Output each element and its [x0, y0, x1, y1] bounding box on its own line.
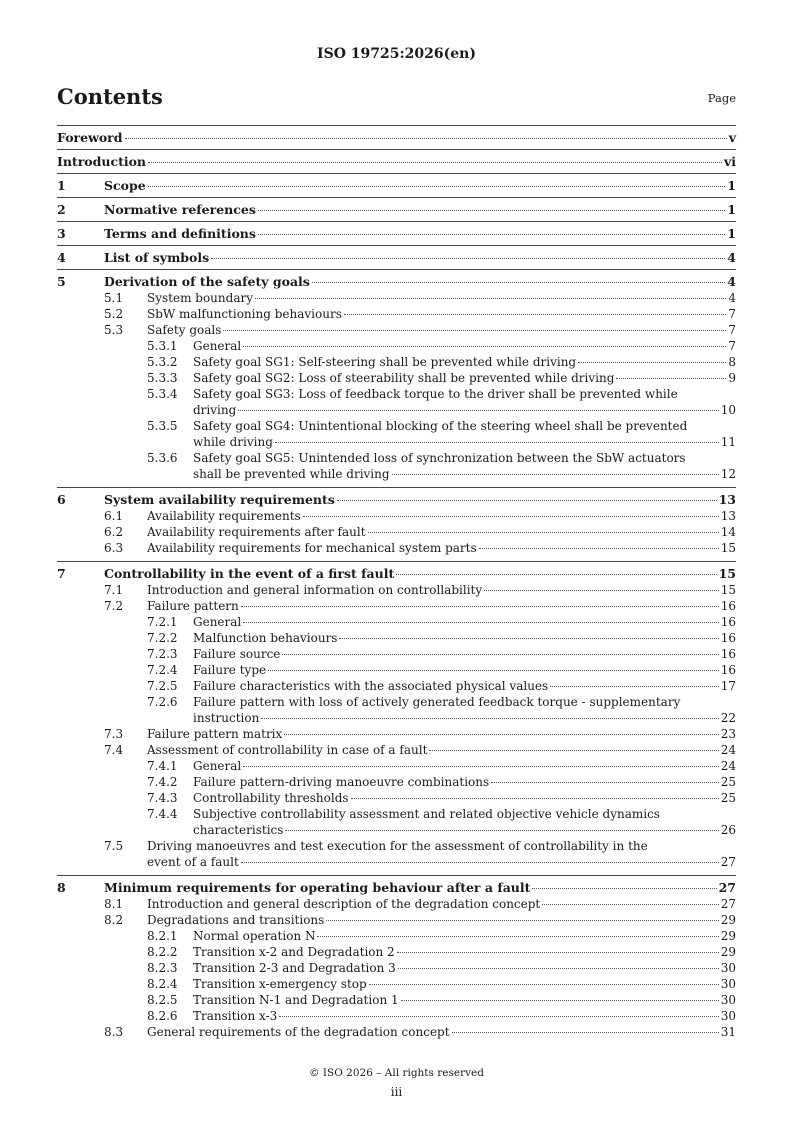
dot-leader: [368, 532, 719, 533]
toc-entry[interactable]: [0, 524, 793, 540]
toc-entry-number: 7.4: [104, 743, 124, 757]
section-divider: [57, 197, 736, 198]
toc-entry-number: 8.2.2: [147, 945, 178, 959]
toc-entry-number: 7.2: [104, 599, 124, 613]
toc-entry[interactable]: [0, 508, 793, 524]
toc-entry-number: 1: [57, 178, 66, 193]
toc-entry-number: 7.4.1: [147, 759, 178, 773]
dot-leader: [550, 686, 719, 687]
toc-entry-number: 8.2.4: [147, 977, 178, 991]
dot-leader: [398, 968, 719, 969]
toc-entry-label: Malfunction behaviours: [193, 631, 338, 645]
toc-entry-number: 5.3.4: [147, 387, 178, 401]
document-id-header: ISO 19725:2026(en): [317, 46, 476, 62]
toc-entry-number: 8.2: [104, 913, 124, 927]
toc-entry-label: Safety goal SG2: Loss of steerability shall be prevented while driving: [193, 371, 615, 385]
dot-leader: [223, 330, 726, 331]
toc-entry-label: System boundary: [147, 291, 253, 305]
dot-leader: [337, 500, 717, 501]
toc-entry[interactable]: [0, 598, 793, 614]
toc-entry-page: 27: [720, 897, 736, 911]
dot-leader: [532, 888, 716, 889]
toc-entry-number: 8: [57, 880, 66, 895]
toc-entry-label: General: [193, 615, 242, 629]
toc-entry-label: Normative references: [104, 202, 256, 217]
toc-entry-page: 7: [728, 339, 736, 353]
toc-entry-number: 7: [57, 566, 66, 581]
section-divider: [57, 487, 736, 488]
dot-leader: [317, 936, 718, 937]
dot-leader: [148, 186, 726, 187]
dot-leader: [268, 670, 719, 671]
toc-entry[interactable]: [0, 130, 793, 146]
toc-entry-number: 8.2.5: [147, 993, 178, 1007]
toc-entry-label: General: [193, 759, 242, 773]
toc-entry[interactable]: [0, 630, 793, 646]
toc-entry[interactable]: [0, 790, 793, 806]
toc-entry-label-continued: driving: [193, 403, 237, 417]
toc-entry-page: 1: [727, 202, 736, 217]
toc-entry-number: 4: [57, 250, 66, 265]
toc-entry-label: Failure pattern matrix: [147, 727, 283, 741]
toc-entry[interactable]: [0, 274, 793, 290]
section-divider: [57, 875, 736, 876]
toc-entry-page: 16: [720, 647, 736, 661]
toc-entry-number: 5.1: [104, 291, 124, 305]
toc-entry-page: 30: [720, 1009, 736, 1023]
toc-entry-label: Assessment of controllability in case of a fault: [147, 743, 428, 757]
toc-entry[interactable]: [0, 492, 793, 508]
toc-entry-label: Introduction: [57, 154, 147, 169]
toc-entry-page: 1: [727, 178, 736, 193]
dot-leader: [326, 920, 718, 921]
toc-entry-number: 8.3: [104, 1025, 124, 1039]
toc-entry-number: 6.3: [104, 541, 124, 555]
section-divider: [57, 269, 736, 270]
dot-leader: [243, 346, 726, 347]
toc-entry[interactable]: [0, 386, 793, 402]
toc-entry-label: Failure characteristics with the associated physical values: [193, 679, 549, 693]
toc-entry-label: Safety goal SG1: Self-steering shall be prevented while driving: [193, 355, 577, 369]
dot-leader: [258, 210, 725, 211]
toc-entry[interactable]: [0, 992, 793, 1008]
toc-entry-label: General: [193, 339, 242, 353]
toc-entry-page: 22: [720, 711, 736, 725]
dot-leader: [148, 162, 722, 163]
toc-entry-label: Degradations and transitions: [147, 913, 325, 927]
toc-entry-continuation[interactable]: [0, 466, 793, 482]
toc-entry-number: 8.2.1: [147, 929, 178, 943]
toc-entry-page: 31: [720, 1025, 736, 1039]
toc-entry[interactable]: [0, 758, 793, 774]
toc-entry[interactable]: [0, 960, 793, 976]
toc-entry[interactable]: [0, 774, 793, 790]
dot-leader: [211, 258, 725, 259]
toc-entry-page: 7: [728, 323, 736, 337]
toc-entry-page: 14: [720, 525, 736, 539]
dot-leader: [243, 766, 718, 767]
toc-entry-label-continued: while driving: [193, 435, 273, 449]
toc-entry-label: Subjective controllability assessment and related objective vehicle dynamics: [193, 807, 660, 821]
toc-entry-page: 13: [720, 509, 736, 523]
toc-entry[interactable]: [0, 540, 793, 556]
dot-leader: [279, 1016, 718, 1017]
toc-entry-label-continued: instruction: [193, 711, 260, 725]
toc-entry-label: Transition 2-3 and Degradation 3: [193, 961, 396, 975]
section-divider: [57, 149, 736, 150]
toc-entry-page: 24: [720, 759, 736, 773]
dot-leader: [243, 622, 718, 623]
toc-entry-label: Availability requirements after fault: [147, 525, 366, 539]
toc-entry-page: 29: [720, 945, 736, 959]
toc-entry[interactable]: [0, 694, 793, 710]
dot-leader: [429, 750, 718, 751]
toc-entry-label: Controllability in the event of a first fault: [104, 566, 395, 581]
dot-leader: [452, 1032, 719, 1033]
toc-entry-label: SbW malfunctioning behaviours: [147, 307, 342, 321]
toc-entry-page: 25: [720, 775, 736, 789]
toc-entry[interactable]: [0, 450, 793, 466]
toc-entry[interactable]: [0, 742, 793, 758]
toc-entry-number: 8.2.6: [147, 1009, 178, 1023]
section-divider: [57, 561, 736, 562]
toc-entry-label: Introduction and general description of the degradation concept: [147, 897, 541, 911]
toc-entry-number: 5.3.3: [147, 371, 178, 385]
dot-leader: [616, 378, 726, 379]
toc-entry-number: 2: [57, 202, 66, 217]
dot-leader: [275, 442, 719, 443]
dot-leader: [339, 638, 718, 639]
dot-leader: [282, 654, 718, 655]
toc-entry[interactable]: [0, 354, 793, 370]
toc-entry-number: 5.3.5: [147, 419, 178, 433]
dot-leader: [255, 298, 726, 299]
page-column-label: Page: [707, 91, 736, 105]
dot-leader: [392, 474, 719, 475]
toc-entry-page: 27: [720, 855, 736, 869]
toc-entry-page: 15: [720, 541, 736, 555]
toc-entry-label: Safety goal SG3: Loss of feedback torque to the driver shall be prevented while: [193, 387, 678, 401]
dot-leader: [312, 282, 725, 283]
toc-entry[interactable]: [0, 928, 793, 944]
toc-entry-label: Failure source: [193, 647, 281, 661]
section-divider: [57, 173, 736, 174]
toc-entry-page: 16: [720, 599, 736, 613]
toc-entry-page: 30: [720, 961, 736, 975]
toc-entry-number: 5.3.2: [147, 355, 178, 369]
toc-entry-page: 4: [727, 274, 736, 289]
toc-entry-continuation[interactable]: [0, 854, 793, 870]
toc-entry-number: 5: [57, 274, 66, 289]
dot-leader: [397, 952, 719, 953]
toc-entry-number: 6: [57, 492, 66, 507]
section-divider: [57, 125, 736, 126]
dot-leader: [125, 138, 727, 139]
toc-entry-page: v: [728, 130, 736, 145]
toc-entry-page: 24: [720, 743, 736, 757]
toc-entry-number: 6.1: [104, 509, 124, 523]
toc-entry-number: 7.2.1: [147, 615, 178, 629]
toc-entry[interactable]: [0, 944, 793, 960]
toc-entry-page: 26: [720, 823, 736, 837]
dot-leader: [351, 798, 719, 799]
toc-entry-continuation[interactable]: [0, 434, 793, 450]
toc-entry-page: 11: [720, 435, 736, 449]
toc-entry-label: General requirements of the degradation concept: [147, 1025, 450, 1039]
toc-entry[interactable]: [0, 418, 793, 434]
toc-entry-number: 5.3.6: [147, 451, 178, 465]
toc-entry[interactable]: [0, 306, 793, 322]
toc-entry-page: 16: [720, 615, 736, 629]
toc-entry-page: 4: [728, 291, 736, 305]
toc-entry-number: 7.5: [104, 839, 124, 853]
toc-entry-page: 23: [720, 727, 736, 741]
toc-entry-label: Driving manoeuvres and test execution for the assessment of controllability in the: [147, 839, 648, 853]
toc-entry-label: Controllability thresholds: [193, 791, 349, 805]
toc-entry-label: Failure pattern: [147, 599, 239, 613]
toc-entry-label: Transition N-1 and Degradation 1: [193, 993, 399, 1007]
toc-entry[interactable]: [0, 726, 793, 742]
dot-leader: [238, 410, 718, 411]
dot-leader: [542, 904, 718, 905]
toc-entry-page: 16: [720, 663, 736, 677]
dot-leader: [284, 734, 718, 735]
toc-entry-page: 9: [728, 371, 736, 385]
section-divider: [57, 221, 736, 222]
toc-entry-number: 7.3: [104, 727, 124, 741]
toc-entry-page: 17: [720, 679, 736, 693]
toc-entry-label: Safety goal SG4: Unintentional blocking of the steering wheel shall be prevented: [193, 419, 688, 433]
toc-entry[interactable]: [0, 178, 793, 194]
dot-leader: [285, 830, 718, 831]
toc-entry-number: 7.4.4: [147, 807, 178, 821]
toc-entry-page: 30: [720, 993, 736, 1007]
toc-entry-number: 7.4.3: [147, 791, 178, 805]
toc-entry-number: 7.1: [104, 583, 124, 597]
toc-entry-label: Minimum requirements for operating behaviour after a fault: [104, 880, 531, 895]
section-divider: [57, 245, 736, 246]
toc-entry[interactable]: [0, 1008, 793, 1024]
toc-entry-page: 12: [720, 467, 736, 481]
toc-entry-number: 7.2.5: [147, 679, 178, 693]
copyright-footer: © ISO 2026 – All rights reserved: [309, 1067, 484, 1079]
toc-entry-label: Safety goals: [147, 323, 222, 337]
toc-entry-page: 16: [720, 631, 736, 645]
toc-entry-label: Normal operation N: [193, 929, 316, 943]
toc-entry-label: Failure type: [193, 663, 267, 677]
toc-entry[interactable]: [0, 678, 793, 694]
dot-leader: [479, 548, 719, 549]
toc-entry-label: Scope: [104, 178, 146, 193]
toc-entry-number: 7.2.3: [147, 647, 178, 661]
page-title: Contents: [57, 84, 163, 109]
toc-entry-label-continued: characteristics: [193, 823, 284, 837]
toc-entry-number: 5.3.1: [147, 339, 178, 353]
dot-leader: [344, 314, 727, 315]
dot-leader: [241, 606, 719, 607]
toc-entry-page: 25: [720, 791, 736, 805]
toc-entry[interactable]: [0, 1024, 793, 1040]
toc-entry-number: 5.2: [104, 307, 124, 321]
toc-entry-label-continued: shall be prevented while driving: [193, 467, 390, 481]
toc-entry-continuation[interactable]: [0, 402, 793, 418]
toc-entry-page: 27: [718, 880, 736, 895]
toc-entry-page: 29: [720, 929, 736, 943]
toc-entry-label: List of symbols: [104, 250, 210, 265]
dot-leader: [578, 362, 726, 363]
toc-entry-label: Availability requirements for mechanical system parts: [147, 541, 477, 555]
toc-entry-page: 15: [718, 566, 736, 581]
toc-entry-page: 1: [727, 226, 736, 241]
toc-entry-number: 5.3: [104, 323, 124, 337]
toc-entry-label: Failure pattern-driving manoeuvre combinations: [193, 775, 490, 789]
toc-entry[interactable]: [0, 202, 793, 218]
toc-entry-number: 6.2: [104, 525, 124, 539]
toc-entry-label: Derivation of the safety goals: [104, 274, 310, 289]
toc-entry-page: 30: [720, 977, 736, 991]
toc-entry[interactable]: [0, 370, 793, 386]
toc-entry-page: 8: [728, 355, 736, 369]
toc-entry-number: 3: [57, 226, 66, 241]
dot-leader: [491, 782, 719, 783]
toc-entry-page: 13: [718, 492, 736, 507]
toc-entry-page: 4: [727, 250, 736, 265]
toc-entry[interactable]: [0, 806, 793, 822]
toc-entry-label: Terms and definitions: [104, 226, 256, 241]
toc-entry-number: 7.4.2: [147, 775, 178, 789]
toc-entry-label: Transition x-2 and Degradation 2: [193, 945, 395, 959]
toc-entry[interactable]: [0, 226, 793, 242]
toc-entry[interactable]: [0, 896, 793, 912]
toc-entry-page: 15: [720, 583, 736, 597]
toc-entry[interactable]: [0, 880, 793, 896]
toc-entry[interactable]: [0, 976, 793, 992]
toc-entry-number: 7.2.4: [147, 663, 178, 677]
toc-entry[interactable]: [0, 250, 793, 266]
toc-entry-label: Availability requirements: [147, 509, 301, 523]
toc-entry-page: 29: [720, 913, 736, 927]
dot-leader: [396, 574, 716, 575]
dot-leader: [241, 862, 719, 863]
toc-entry-label-continued: event of a fault: [147, 855, 239, 869]
page-number: iii: [390, 1085, 403, 1099]
toc-entry-number: 7.2.2: [147, 631, 178, 645]
toc-entry[interactable]: [0, 290, 793, 306]
toc-entry-label: Introduction and general information on controllability: [147, 583, 483, 597]
dot-leader: [401, 1000, 719, 1001]
toc-entry-page: 7: [728, 307, 736, 321]
toc-entry[interactable]: [0, 338, 793, 354]
toc-entry-continuation[interactable]: [0, 710, 793, 726]
dot-leader: [258, 234, 725, 235]
toc-entry-number: 7.2.6: [147, 695, 178, 709]
dot-leader: [261, 718, 718, 719]
toc-entry-page: 10: [720, 403, 736, 417]
toc-entry-number: 8.2.3: [147, 961, 178, 975]
toc-entry[interactable]: [0, 322, 793, 338]
toc-entry[interactable]: [0, 566, 793, 582]
toc-entry-label: Foreword: [57, 130, 123, 145]
toc-entry[interactable]: [0, 646, 793, 662]
toc-entry-label: Transition x-emergency stop: [193, 977, 367, 991]
toc-entry-page: vi: [723, 154, 736, 169]
toc-entry-label: Safety goal SG5: Unintended loss of synchronization between the SbW actuators: [193, 451, 686, 465]
toc-entry[interactable]: [0, 582, 793, 598]
toc-entry[interactable]: [0, 912, 793, 928]
toc-entry-label: System availability requirements: [104, 492, 335, 507]
dot-leader: [303, 516, 719, 517]
toc-entry-label: Transition x-3: [193, 1009, 278, 1023]
dot-leader: [369, 984, 719, 985]
toc-entry-continuation[interactable]: [0, 822, 793, 838]
toc-entry-number: 8.1: [104, 897, 124, 911]
toc-entry[interactable]: [0, 154, 793, 170]
toc-entry[interactable]: [0, 614, 793, 630]
toc-entry[interactable]: [0, 838, 793, 854]
toc-entry-label: Failure pattern with loss of actively generated feedback torque - supplementary: [193, 695, 681, 709]
dot-leader: [484, 590, 719, 591]
toc-entry[interactable]: [0, 662, 793, 678]
